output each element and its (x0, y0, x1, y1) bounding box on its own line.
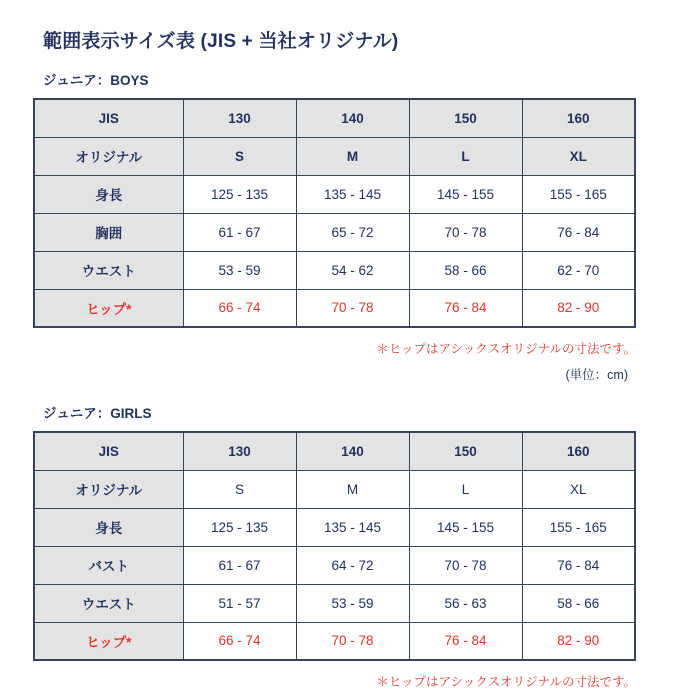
size-cell: 76 - 84 (522, 213, 635, 251)
row-label: ウエスト (34, 251, 183, 289)
row-label: オリジナル (34, 470, 183, 508)
size-cell: 70 - 78 (296, 622, 409, 660)
size-cell: 61 - 67 (183, 546, 296, 584)
size-cell: 82 - 90 (522, 622, 635, 660)
girls-section (33, 402, 636, 690)
size-cell: 130 (183, 99, 296, 137)
row-label: 身長 (34, 508, 183, 546)
size-cell: 150 (409, 432, 522, 470)
row-label: バスト (34, 546, 183, 584)
size-cell: 160 (522, 99, 635, 137)
table-row-waist (34, 584, 635, 622)
size-cell: 53 - 59 (183, 251, 296, 289)
page-title: 範囲表示サイズ表 (JIS + 当社オリジナル) (43, 31, 399, 52)
size-cell: 64 - 72 (296, 546, 409, 584)
table-row-waist (34, 251, 635, 289)
size-cell: 125 - 135 (183, 508, 296, 546)
row-label: オリジナル (34, 137, 183, 175)
size-cell: 51 - 57 (183, 584, 296, 622)
size-cell: 140 (296, 432, 409, 470)
size-cell: 70 - 78 (409, 213, 522, 251)
table-row-chest (34, 213, 635, 251)
size-cell: M (296, 137, 409, 175)
table-row-original (34, 137, 635, 175)
size-cell: 61 - 67 (183, 213, 296, 251)
row-label: ヒップ* (34, 289, 183, 327)
table-row-bust (34, 546, 635, 584)
table-row-hip (34, 622, 635, 660)
size-cell: 76 - 84 (522, 546, 635, 584)
row-label: JIS (34, 432, 183, 470)
size-cell: 145 - 155 (409, 175, 522, 213)
size-cell: L (409, 470, 522, 508)
table-row-hip (34, 289, 635, 327)
table-row-jis (34, 432, 635, 470)
size-cell: 130 (183, 432, 296, 470)
row-label: ヒップ* (34, 622, 183, 660)
size-cell: 58 - 66 (409, 251, 522, 289)
size-cell: 62 - 70 (522, 251, 635, 289)
size-cell: 135 - 145 (296, 508, 409, 546)
size-cell: 125 - 135 (183, 175, 296, 213)
size-cell: 76 - 84 (409, 289, 522, 327)
size-cell: 58 - 66 (522, 584, 635, 622)
boys-section (33, 69, 636, 383)
size-cell: 155 - 165 (522, 508, 635, 546)
size-cell: L (409, 137, 522, 175)
size-cell: 56 - 63 (409, 584, 522, 622)
size-cell: 70 - 78 (409, 546, 522, 584)
size-cell: 135 - 145 (296, 175, 409, 213)
size-cell: 66 - 74 (183, 289, 296, 327)
table-row-jis (34, 99, 635, 137)
boys-size-table (33, 98, 636, 328)
table-row-height (34, 508, 635, 546)
unit-note: (単位：cm) (565, 368, 628, 382)
girls-size-table (33, 431, 636, 661)
size-cell: XL (522, 137, 635, 175)
size-cell: 66 - 74 (183, 622, 296, 660)
row-label: ウエスト (34, 584, 183, 622)
size-cell: 160 (522, 432, 635, 470)
size-cell: XL (522, 470, 635, 508)
size-cell: 145 - 155 (409, 508, 522, 546)
size-cell: 140 (296, 99, 409, 137)
size-cell: 82 - 90 (522, 289, 635, 327)
size-cell: 150 (409, 99, 522, 137)
hip-footnote: ＊ヒップはアシックスオリジナルの寸法です。 (376, 342, 636, 356)
row-label: JIS (34, 99, 183, 137)
girls-subtitle: ジュニア：GIRLS (43, 406, 152, 421)
table-row-height (34, 175, 635, 213)
size-cell: 155 - 165 (522, 175, 635, 213)
size-cell: M (296, 470, 409, 508)
size-cell: 76 - 84 (409, 622, 522, 660)
size-cell: 65 - 72 (296, 213, 409, 251)
boys-subtitle: ジュニア：BOYS (43, 73, 149, 88)
size-cell: S (183, 470, 296, 508)
size-cell: 53 - 59 (296, 584, 409, 622)
size-cell: 70 - 78 (296, 289, 409, 327)
row-label: 身長 (34, 175, 183, 213)
hip-footnote: ＊ヒップはアシックスオリジナルの寸法です。 (376, 675, 636, 689)
size-cell: 54 - 62 (296, 251, 409, 289)
table-row-original (34, 470, 635, 508)
size-cell: S (183, 137, 296, 175)
row-label: 胸囲 (34, 213, 183, 251)
